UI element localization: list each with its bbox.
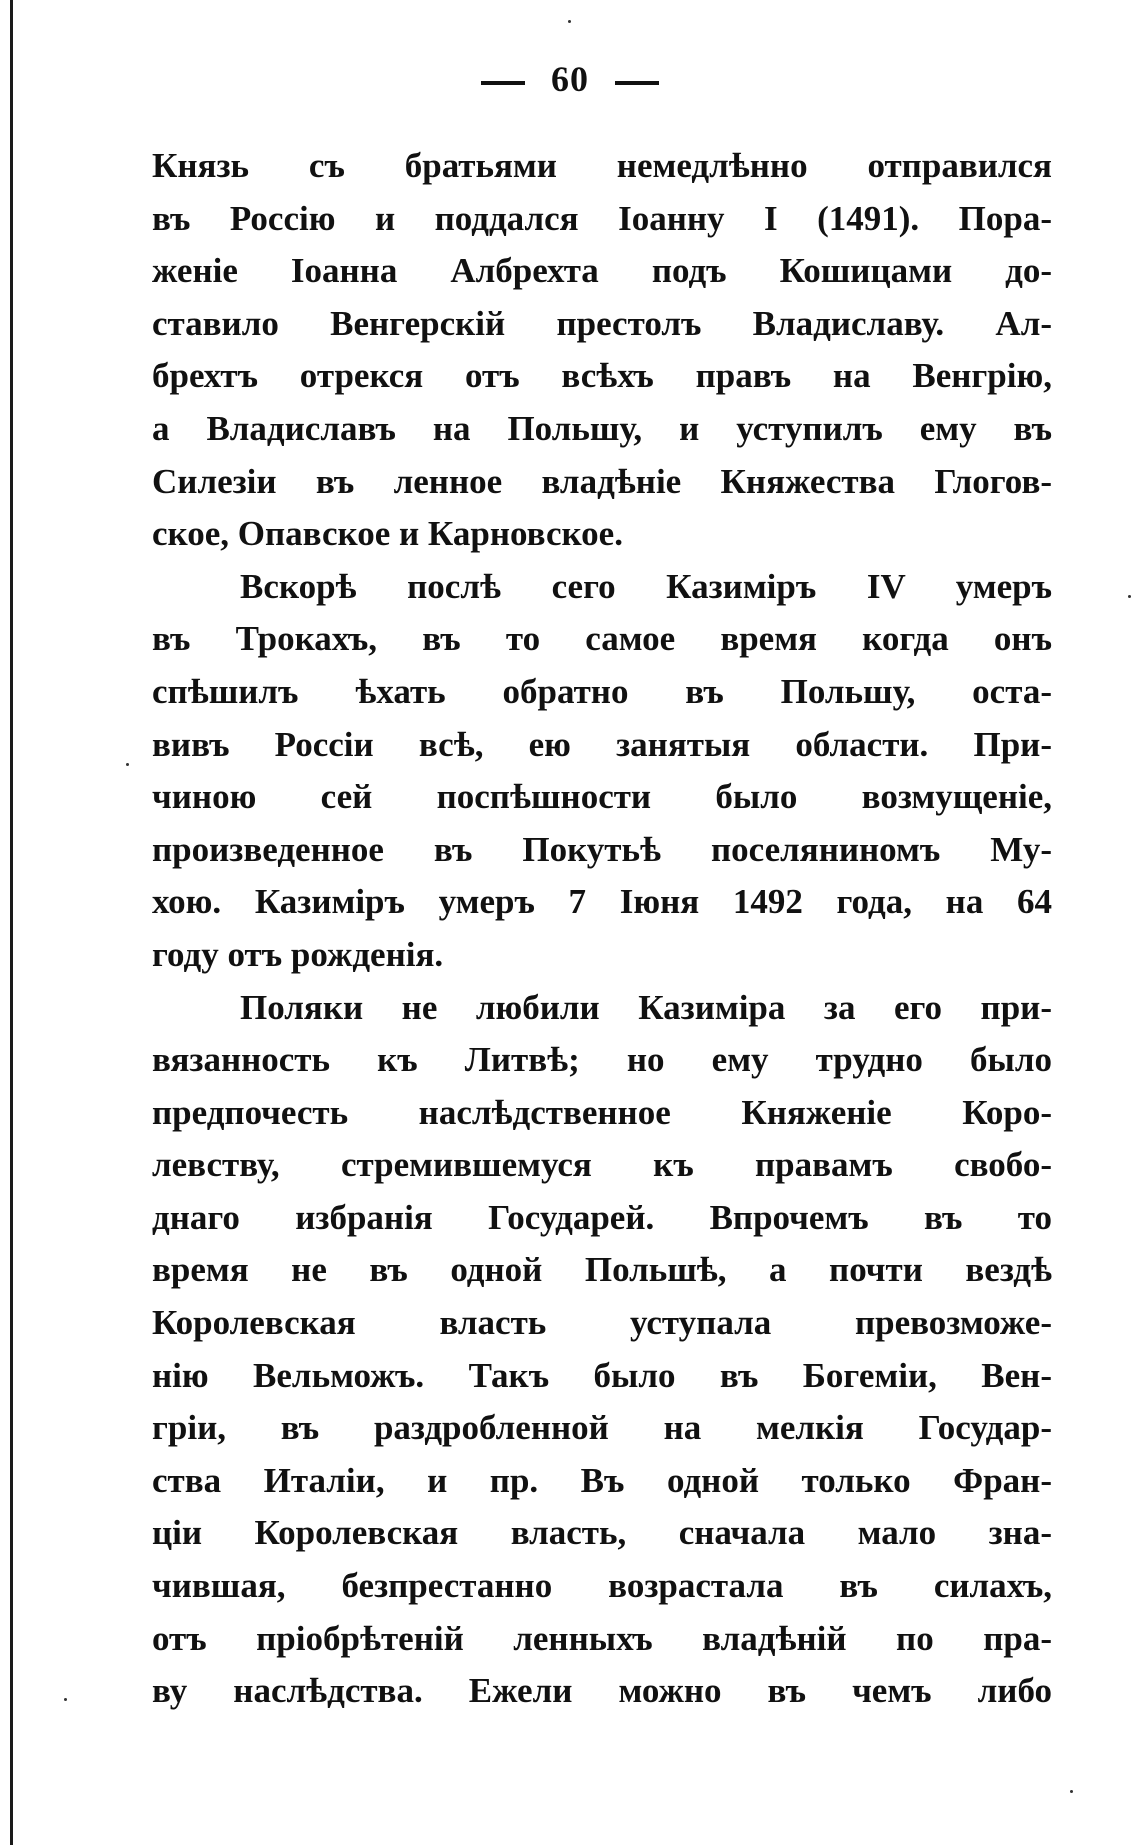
scan-speck — [126, 763, 129, 766]
text-line: левству, стремившемуся къ правамъ свобо- — [152, 1145, 1052, 1185]
text-line: хою. Казиміръ умеръ 7 Іюня 1492 года, на 64 — [152, 882, 1052, 922]
text-line: году отъ рожденія. — [152, 934, 444, 974]
text-line: чиною сей поспѣшности было возмущеніе, — [152, 777, 1052, 817]
text-line: вязанность къ Литвѣ; но ему трудно было — [152, 1040, 1052, 1080]
paragraph-2 — [152, 561, 1052, 982]
text-line: брехтъ отрекся отъ всѣхъ правъ на Венгрію, — [152, 356, 1052, 396]
text-line: гріи, въ раздробленной на мелкія Государ- — [152, 1408, 1052, 1448]
page-header — [0, 58, 1140, 100]
page-body — [152, 140, 1052, 1718]
text-line: Поляки не любили Казиміра за его при- — [240, 987, 1052, 1027]
text-line: ціи Королевская власть, сначала мало зна- — [152, 1513, 1052, 1553]
header-dash-left — [481, 81, 525, 85]
text-line: днаго избранія Государей. Впрочемъ въ то — [152, 1197, 1052, 1237]
text-line: ства Италіи, и пр. Въ одной только Фран- — [152, 1460, 1052, 1500]
text-line: въ Трокахъ, въ то самое время когда онъ — [152, 619, 1052, 659]
paragraph-3 — [152, 982, 1052, 1718]
header-dash-right — [615, 81, 659, 85]
text-line: время не въ одной Польшѣ, а почти вездѣ — [152, 1250, 1052, 1290]
text-line: нію Вельможъ. Такъ было въ Богеміи, Вен- — [152, 1355, 1052, 1395]
text-line: предпочесть наслѣдственное Княженіе Коро- — [152, 1092, 1052, 1132]
text-line: вивъ Россіи всѣ, ею занятыя области. При- — [152, 724, 1052, 764]
scan-speck — [568, 20, 571, 23]
text-line: ву наслѣдства. Ежели можно въ чемъ либо — [152, 1671, 1052, 1711]
text-line: Вскорѣ послѣ сего Казиміръ IV умеръ — [240, 566, 1052, 606]
text-line: Королевская власть уступала превозможе- — [152, 1303, 1052, 1343]
text-line: въ Россію и поддался Іоанну I (1491). Пора- — [152, 198, 1052, 238]
text-line: Силезіи въ ленное владѣніе Княжества Глогов- — [152, 461, 1052, 501]
text-line: отъ пріобрѣтеній ленныхъ владѣній по пра- — [152, 1618, 1052, 1658]
text-line: ское, Опавское и Карновское. — [152, 514, 623, 554]
text-line: Князь съ братьями немедлѣнно отправился — [152, 146, 1052, 185]
text-line: произведенное въ Покутьѣ поселяниномъ Му- — [152, 829, 1052, 869]
text-line: спѣшилъ ѣхать обратно въ Польшу, оста- — [152, 671, 1052, 711]
text-line: чившая, безпрестанно возрастала въ силахъ, — [152, 1566, 1052, 1606]
text-line: женіе Іоанна Албрехта подъ Кошицами до- — [152, 251, 1052, 291]
paragraph-1 — [152, 140, 1052, 561]
scan-speck — [64, 1698, 67, 1701]
scan-speck — [1070, 1790, 1073, 1793]
scan-edge-shadow — [10, 0, 13, 1845]
page-number: 60 — [551, 59, 589, 99]
text-line: а Владиславъ на Польшу, и уступилъ ему въ — [152, 408, 1052, 448]
text-line: ставило Венгерскій престолъ Владиславу. Ал- — [152, 303, 1052, 343]
scan-speck — [1128, 595, 1131, 598]
